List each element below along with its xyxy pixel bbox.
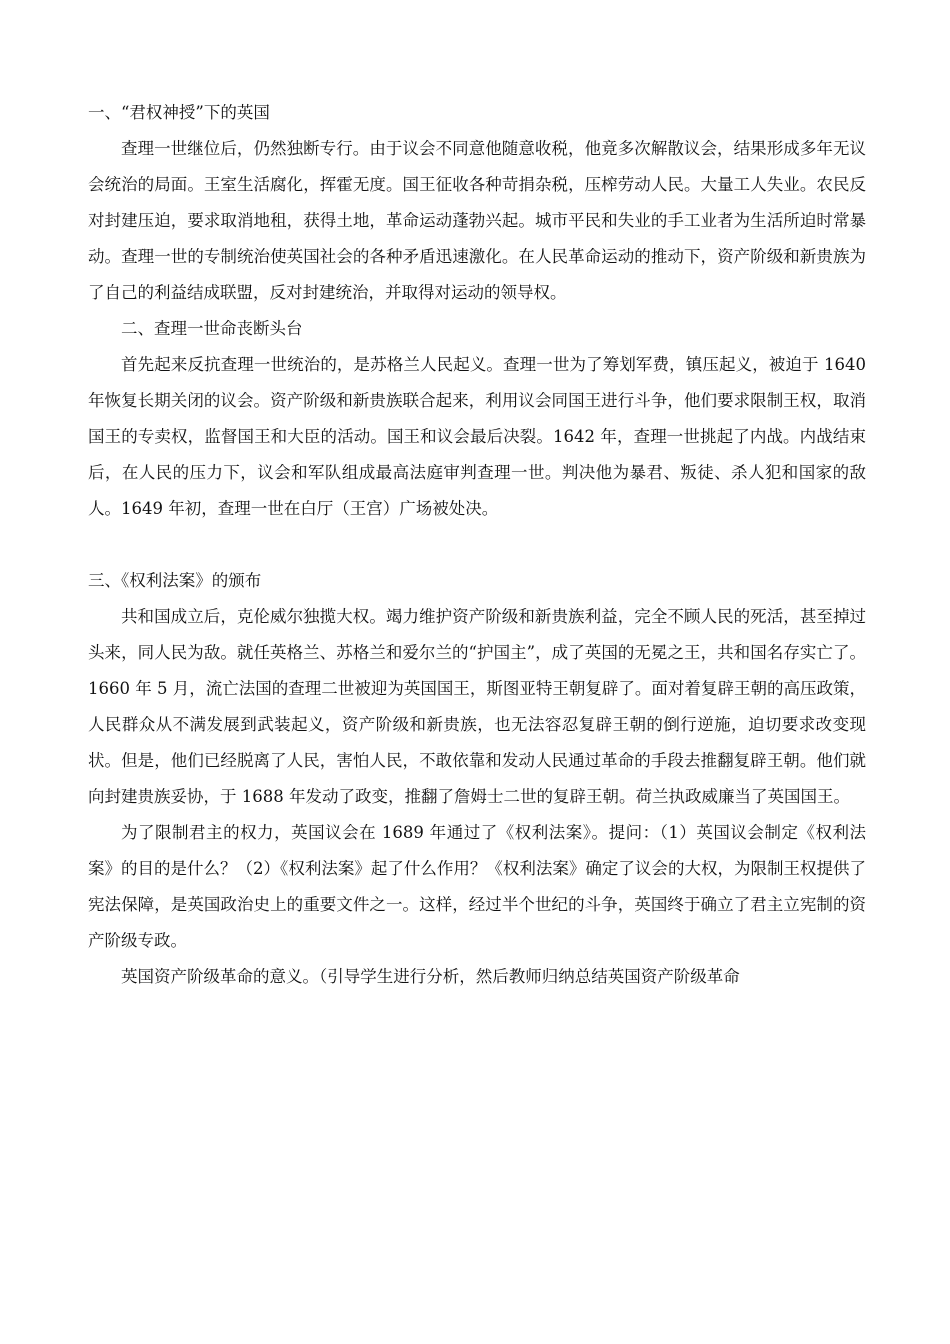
section-2-heading: 二、查理一世命丧断头台 [121, 319, 303, 338]
section-1-heading: 一、“君权神授”下的英国 [88, 103, 270, 122]
document-page [88, 95, 866, 995]
section-3-heading: 三、《权利法案》的颁布 [88, 571, 262, 590]
section-3-paragraph-3: 英国资产阶级革命的意义。（引导学生进行分析，然后教师归纳总结英国资产阶级革命 [121, 967, 740, 986]
section-2-paragraph: 首先起来反抗查理一世统治的，是苏格兰人民起义。查理一世为了筹划军费，镇压起义，被迫于 1640 年恢复长期关闭的议会。资产阶级和新贵族联合起来，利用议会同国王进行斗争，他们要求限制王权，取消国王的专卖权，监督国王和大臣的活动。国王和议会最后决裂。1642 年，查理一世挑起了内战。内战结束后，在人民的压力下，议会和军队组成最高法庭审判查理一世。判决他为暴君、叛徒、杀人犯和国家的敌人。1649 年初，查理一世在白厅（王宫）广场被处决。 [88, 355, 866, 518]
blank-line [88, 527, 866, 563]
section-1-paragraph: 查理一世继位后，仍然独断专行。由于议会不同意他随意收税，他竟多次解散议会，结果形成多年无议会统治的局面。王室生活腐化，挥霍无度。国王征收各种苛捐杂税，压榨劳动人民。大量工人失业。农民反对封建压迫，要求取消地租，获得土地，革命运动蓬勃兴起。城市平民和失业的手工业者为生活所迫时常暴动。查理一世的专制统治使英国社会的各种矛盾迅速激化。在人民革命运动的推动下，资产阶级和新贵族为了自己的利益结成联盟，反对封建统治，并取得对运动的领导权。 [88, 139, 866, 302]
section-3-paragraph-1: 共和国成立后，克伦威尔独揽大权。竭力维护资产阶级和新贵族利益，完全不顾人民的死活，甚至掉过头来，同人民为敌。就任英格兰、苏格兰和爱尔兰的“护国主”，成了英国的无冕之王，共和国名存实亡了。1660 年 5 月，流亡法国的查理二世被迎为英国国王，斯图亚特王朝复辟了。面对着复辟王朝的高压政策，人民群众从不满发展到武装起义，资产阶级和新贵族，也无法容忍复辟王朝的倒行逆施，迫切要求改变现状。但是，他们已经脱离了人民，害怕人民，不敢依靠和发动人民通过革命的手段去推翻复辟王朝。他们就向封建贵族妥协，于 1688 年发动了政变，推翻了詹姆士二世的复辟王朝。荷兰执政威廉当了英国国王。 [88, 607, 866, 806]
section-3-paragraph-2: 为了限制君主的权力，英国议会在 1689 年通过了《权利法案》。提问：（1）英国议会制定《权利法案》的目的是什么？（2）《权利法案》起了什么作用？《权利法案》确定了议会的大权，为限制王权提供了宪法保障，是英国政治史上的重要文件之一。这样，经过半个世纪的斗争，英国终于确立了君主立宪制的资产阶级专政。 [88, 823, 866, 950]
